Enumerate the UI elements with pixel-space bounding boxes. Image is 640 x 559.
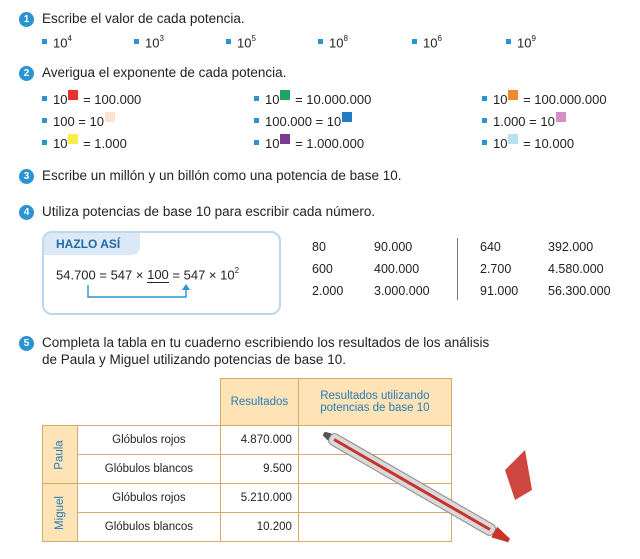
base: 10: [329, 35, 344, 51]
bullet-icon: [254, 140, 259, 145]
header-powers-line-2: potencias de base 10: [320, 402, 430, 414]
expr-left: 10: [493, 136, 508, 151]
number-cell: 2.700: [480, 262, 512, 276]
base: 10: [53, 35, 68, 51]
expr-right: = 1.000.000: [291, 136, 365, 151]
group-name: Paula: [53, 439, 66, 470]
q1-item: [506, 35, 536, 50]
example-exponent: 2: [234, 266, 240, 275]
bullet-icon: [506, 39, 511, 44]
hazlo-asi-box: [42, 231, 281, 315]
expr-left: 100.000 = 10: [265, 114, 342, 129]
bullet-icon: [318, 39, 323, 44]
header-results-label: Resultados: [230, 396, 289, 408]
q1-item: [42, 35, 72, 50]
color-box-icon: [508, 90, 518, 100]
expr-right: = 10.000: [519, 136, 575, 151]
color-box-icon: [68, 90, 78, 100]
q2-item: [42, 92, 141, 107]
exponent: 3: [159, 34, 164, 43]
expr-right: = 10.000.000: [291, 92, 372, 107]
row-label: Glóbulos blancos: [77, 455, 220, 484]
expr-left: 100 = 10: [53, 114, 104, 129]
exponent: 9: [531, 34, 536, 43]
group-label-paula: [43, 426, 78, 484]
bullet-icon: [482, 118, 487, 123]
number-cell: 56.300.000: [548, 284, 611, 298]
q2-item: [254, 92, 371, 107]
base: 10: [423, 35, 438, 51]
number-cell: 3.000.000: [374, 284, 430, 298]
question-4-text: Utiliza potencias de base 10 para escribir cada número.: [42, 204, 376, 219]
color-box-icon: [68, 134, 78, 144]
row-value: 9.500: [220, 455, 298, 484]
question-5-text-line-1: Completa la tabla en tu cuaderno escribiendo los resultados de los análisis: [42, 335, 490, 350]
expr-left: 10: [493, 92, 508, 107]
color-box-icon: [556, 112, 566, 122]
bullet-icon: [42, 118, 47, 123]
color-box-icon: [280, 134, 290, 144]
exponent: 8: [343, 34, 348, 43]
question-4-number: 4: [19, 205, 34, 220]
question-5-text-line-2: de Paula y Miguel utilizando potencias de base 10.: [42, 352, 346, 367]
number-cell: 80: [312, 240, 326, 254]
base: 10: [145, 35, 160, 51]
base: 10: [517, 35, 532, 51]
row-value: 10.200: [220, 513, 298, 542]
header-results: [220, 379, 298, 426]
question-1-text: Escribe el valor de cada potencia.: [42, 11, 245, 26]
bullet-icon: [134, 39, 139, 44]
color-box-icon: [508, 134, 518, 144]
question-3-text: Escribe un millón y un billón como una potencia de base 10.: [42, 168, 402, 183]
row-value: 4.870.000: [220, 426, 298, 455]
expr-right: = 100.000.000: [519, 92, 607, 107]
row-label: Glóbulos blancos: [77, 513, 220, 542]
bullet-icon: [42, 96, 47, 101]
row-label: Glóbulos rojos: [77, 484, 220, 513]
expr-left: 10: [265, 92, 280, 107]
bullet-icon: [482, 96, 487, 101]
number-cell: 640: [480, 240, 501, 254]
exponent: 4: [67, 34, 72, 43]
number-cell: 392.000: [548, 240, 594, 254]
column-divider: [457, 238, 458, 300]
question-5-number: 5: [19, 336, 34, 351]
q2-item: [482, 136, 574, 151]
arrow-connector-icon: [84, 283, 194, 305]
question-1-number: 1: [19, 12, 34, 27]
q2-item: [42, 136, 127, 151]
color-box-icon: [280, 90, 290, 100]
row-value: 5.210.000: [220, 484, 298, 513]
q2-item: [254, 114, 353, 129]
q2-item: [254, 136, 364, 151]
bullet-icon: [254, 96, 259, 101]
expr-left: 1.000 = 10: [493, 114, 555, 129]
row-label: Glóbulos rojos: [77, 426, 220, 455]
example-part: 54.700 = 547 ×: [56, 267, 148, 283]
question-2-number: 2: [19, 66, 34, 81]
bullet-icon: [482, 140, 487, 145]
example-part: = 547 × 10: [168, 267, 235, 283]
expr-right: = 100.000: [79, 92, 142, 107]
color-box-icon: [342, 112, 352, 122]
table-header-row: [43, 379, 452, 426]
q1-item: [134, 35, 164, 50]
group-label-miguel: [43, 484, 78, 542]
bullet-icon: [42, 39, 47, 44]
exponent: 6: [437, 34, 442, 43]
expr-left: 10: [53, 136, 68, 151]
bullet-icon: [42, 140, 47, 145]
question-3-number: 3: [19, 169, 34, 184]
header-powers: [298, 379, 451, 426]
hazlo-asi-label: HAZLO ASÍ: [44, 233, 140, 255]
example-highlight: 100: [147, 267, 169, 283]
header-powers-line-1: Resultados utilizando: [320, 390, 430, 402]
bullet-icon: [412, 39, 417, 44]
group-name: Miguel: [53, 495, 66, 530]
q2-item: [482, 92, 607, 107]
number-cell: 400.000: [374, 262, 420, 276]
expr-left: 10: [53, 92, 68, 107]
expr-right: = 1.000: [79, 136, 127, 151]
number-cell: 91.000: [480, 284, 519, 298]
q2-item: [482, 114, 567, 129]
q1-item: [226, 35, 256, 50]
number-cell: 600: [312, 262, 333, 276]
worked-example: [56, 267, 239, 282]
bullet-icon: [226, 39, 231, 44]
q1-item: [318, 35, 348, 50]
number-cell: 4.580.000: [548, 262, 604, 276]
number-cell: 90.000: [374, 240, 413, 254]
color-box-icon: [105, 112, 115, 122]
number-cell: 2.000: [312, 284, 344, 298]
red-pen-icon: [310, 430, 540, 555]
q1-item: [412, 35, 442, 50]
table-corner: [43, 379, 221, 426]
exponent: 5: [251, 34, 256, 43]
base: 10: [237, 35, 252, 51]
question-2-text: Averigua el exponente de cada potencia.: [42, 65, 287, 80]
bullet-icon: [254, 118, 259, 123]
q2-item: [42, 114, 116, 129]
expr-left: 10: [265, 136, 280, 151]
